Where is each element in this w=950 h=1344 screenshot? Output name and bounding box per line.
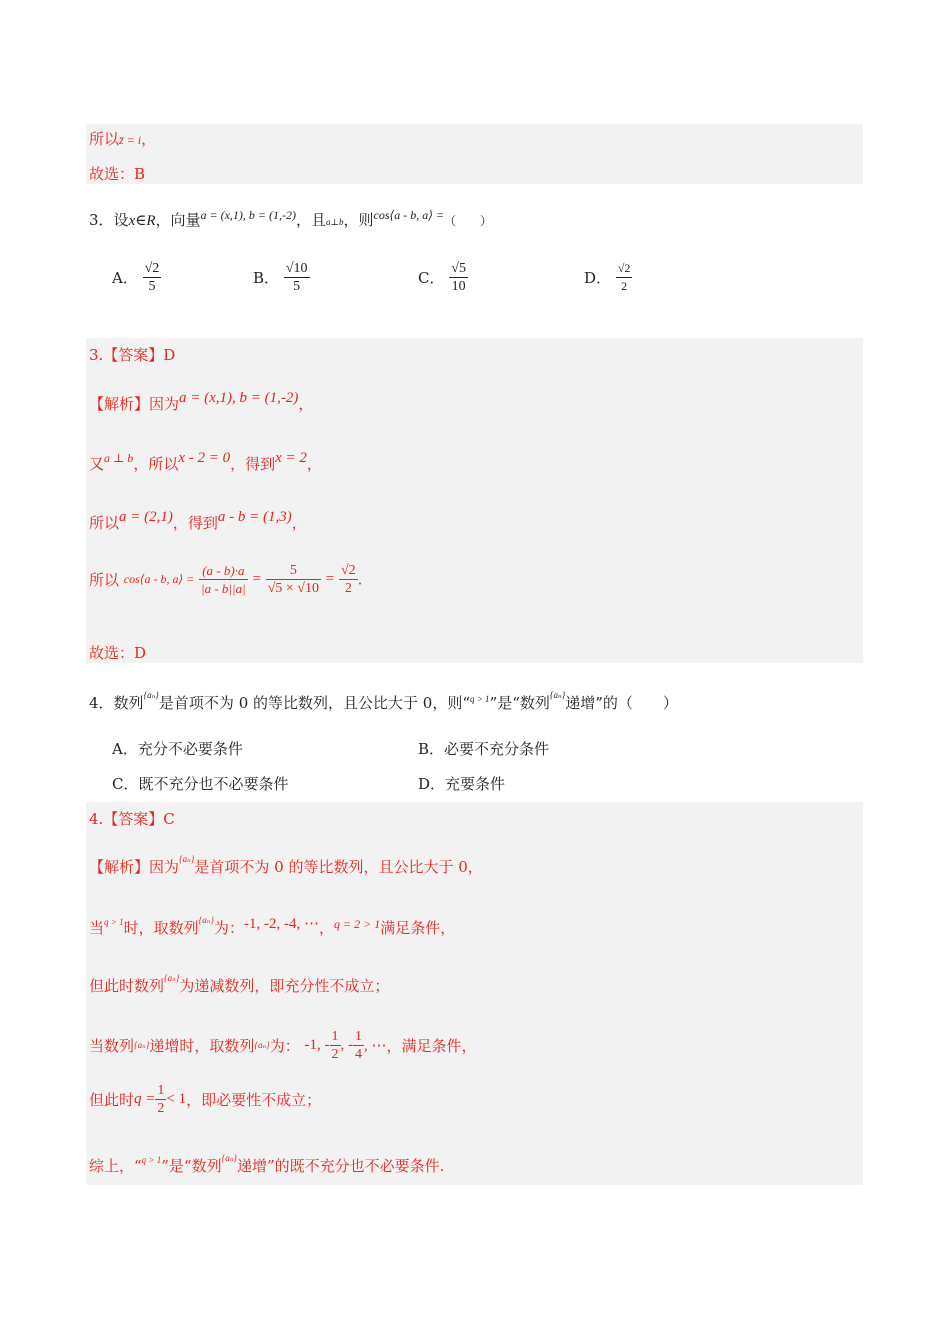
option-b-fraction: $\frac{√10}{5}$ bbox=[285, 261, 308, 294]
option-a-fraction: $\frac{√2}{5}$ bbox=[144, 261, 160, 294]
answer-3-line4: 所以 cos⟨a - b, a⟩ = $\frac{(a - b)\cdot a}{|a - b||a|}$ = $\frac{5}{√5 \times √10}$ = $\frac{√2}{2}$ . bbox=[89, 563, 363, 596]
question-4-option-a[interactable]: A．充分不必要条件 bbox=[112, 740, 243, 758]
question-3-option-a[interactable]: A． $\frac{√2}{5}$ bbox=[112, 261, 160, 294]
answer-3-fraction-1: $\frac{(a - b)\cdot a}{|a - b||a|}$ bbox=[201, 563, 246, 596]
answer-4-line5: 但此时q = $\frac{1}{2}$ < 1，即必要性不成立； bbox=[89, 1083, 322, 1116]
answer-4-conclusion: 综上，“$^{q > 1}$”是“数列$^{\{a_n\}}$递增”的既不充分也不必要条件. bbox=[89, 1153, 445, 1175]
answer-3-choice: 故选：D bbox=[89, 644, 147, 662]
answer-3-line3: 所以a = (2,1)，得到a - b = (1,3)， bbox=[89, 509, 307, 532]
answer-3-heading: 3.【答案】D bbox=[89, 346, 176, 364]
previous-solution-choice: 故选：B bbox=[89, 165, 146, 183]
question-3-option-b[interactable]: B． $\frac{√10}{5}$ bbox=[253, 261, 308, 294]
question-4-option-b[interactable]: B．必要不充分条件 bbox=[418, 740, 550, 758]
option-d-fraction: $\frac{√2}{2}$ bbox=[617, 261, 631, 293]
answer-4-line2: 当$^{q > 1}$时，取数列$^{\{a_n\}}$为：-1, -2, -4, ⋯，$^{q = 2 > 1}$满足条件， bbox=[89, 915, 456, 937]
answer-4-fraction-quarter: $\frac{1}{4}$ bbox=[355, 1029, 363, 1062]
answer-4-fraction-q: $\frac{1}{2}$ bbox=[157, 1083, 165, 1116]
answer-3-fraction-3: $\frac{√2}{2}$ bbox=[340, 563, 356, 596]
answer-3-line2: 又$^{a \perp b}$，所以x - 2 = 0，得到x = 2， bbox=[89, 450, 322, 473]
previous-solution-line1: 所以z̄ = i， bbox=[89, 130, 157, 148]
question-4-stem: 4．数列$^{\{a_n\}}$是首项不为 0 的等比数列，且公比大于 0，则“$^{q > 1}$”是“数列$^{\{a_n\}}$递增”的（ ） bbox=[89, 690, 678, 712]
answer-3-block bbox=[86, 338, 863, 663]
question-3-option-d[interactable]: D． $\frac{√2}{2}$ bbox=[584, 261, 631, 293]
option-c-fraction: $\frac{√5}{10}$ bbox=[451, 261, 466, 294]
question-4-option-d[interactable]: D．充要条件 bbox=[418, 775, 506, 793]
answer-4-line1: 【解析】因为$^{\{a_n\}}$是首项不为 0 的等比数列，且公比大于 0， bbox=[89, 854, 483, 876]
previous-solution-block bbox=[86, 124, 863, 184]
answer-3-fraction-2: $\frac{5}{√5 \times √10}$ bbox=[267, 563, 319, 596]
answer-4-line3: 但此时数列$^{\{a_n\}}$为递减数列，即充分性不成立； bbox=[89, 973, 390, 995]
question-3-stem: 3．设x∈R，向量$^{a = (x,1), b = (1,-2)}$，且a⊥b，则$^{cos⟨a - b, a⟩ =}$（ ） bbox=[89, 208, 492, 229]
question-3-option-c[interactable]: C． $\frac{√5}{10}$ bbox=[418, 261, 466, 294]
answer-4-line4: 当数列{aₙ}递增时，取数列{aₙ}为： -1, - $\frac{1}{2}$ , - $\frac{1}{4}$ , ⋯，满足条件， bbox=[89, 1029, 477, 1062]
answer-4-fraction-half: $\frac{1}{2}$ bbox=[331, 1029, 339, 1062]
question-4-option-c[interactable]: C．既不充分也不必要条件 bbox=[112, 775, 289, 793]
answer-3-line1: 【解析】因为a = (x,1), b = (1,-2)， bbox=[89, 390, 314, 413]
answer-4-heading: 4.【答案】C bbox=[89, 810, 175, 828]
